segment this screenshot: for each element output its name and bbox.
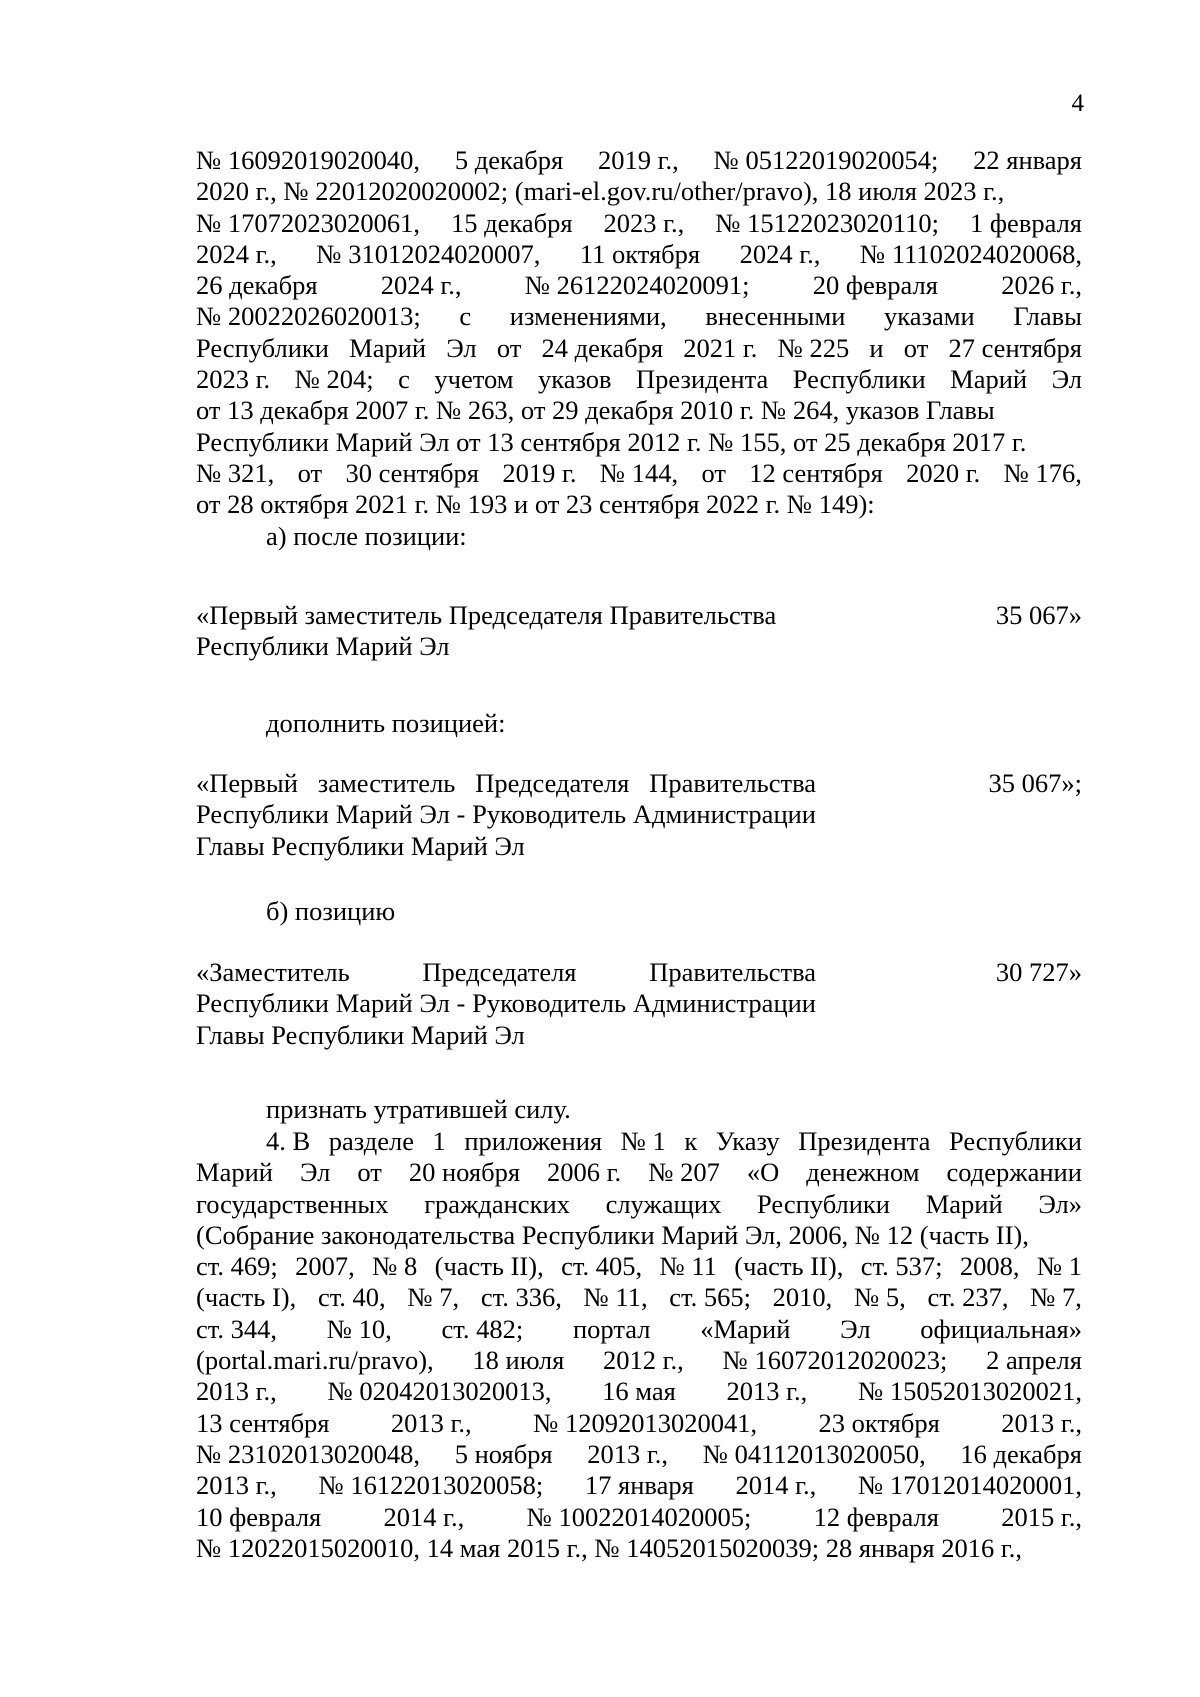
text-fragment: портал <box>573 1313 651 1344</box>
text-fragment: и <box>869 332 884 363</box>
text-fragment: внесенными <box>705 301 846 332</box>
text-fragment: «Марий <box>700 1313 791 1344</box>
text-fragment: № 8 <box>372 1251 418 1282</box>
text-fragment: № 207 <box>648 1157 720 1188</box>
text-fragment: от <box>297 457 323 488</box>
text-fragment: № 16122013020058; <box>318 1470 544 1501</box>
text-line <box>196 1439 1082 1470</box>
position-entry-2 <box>196 768 1082 862</box>
text-fragment: указов <box>537 364 612 395</box>
text-fragment: 2013 г., <box>196 1376 277 1407</box>
position-entry-1 <box>196 600 1082 663</box>
text-fragment: 2008, <box>959 1251 1020 1282</box>
text-fragment: 1 февраля <box>970 207 1082 238</box>
text-line <box>266 1126 1082 1157</box>
position-name: «Заместитель Председателя Правительства Республики Марий Эл - Руководитель Администрации Главы Республики Марий Эл <box>196 957 816 1050</box>
page-number: 4 <box>1071 90 1084 117</box>
text-fragment: с <box>398 364 410 395</box>
text-fragment: Главы <box>1013 301 1082 332</box>
text-fragment: 13 сентября <box>196 1407 330 1438</box>
position-entry-3 <box>196 957 1082 1051</box>
text-fragment: 2013 г., <box>587 1438 669 1469</box>
text-fragment: ст. 469; <box>196 1251 278 1282</box>
text-fragment: от 28 октября 2021 г. № 193 и от 23 сентября 2022 г. № 149): <box>196 489 875 520</box>
item-a <box>196 521 1082 552</box>
text-fragment: 5 декабря <box>454 145 564 175</box>
text-fragment: 2023 г., <box>603 207 685 238</box>
text-fragment: 2023 г. <box>196 364 271 395</box>
text-fragment: служащих <box>605 1188 722 1219</box>
text-line <box>196 364 1082 395</box>
item-b-intro: б) позицию <box>266 896 396 926</box>
text-fragment: Республики Марий Эл от 13 сентября 2012 г. № 155, от 25 декабря 2017 г. <box>196 426 1027 457</box>
text-fragment: № 20022026020013; <box>196 301 421 332</box>
text-fragment: денежном <box>806 1157 920 1188</box>
position-value: 35 067»; <box>988 768 1082 798</box>
text-fragment: Республики <box>792 364 926 395</box>
text-line <box>196 427 1082 458</box>
text-fragment: указами <box>884 301 975 332</box>
text-fragment: Республики <box>196 332 329 363</box>
text-line <box>196 1157 1082 1188</box>
text-fragment: № 26122024020091; <box>524 270 750 301</box>
text-fragment: 2010, <box>772 1282 833 1313</box>
text-fragment: гражданских <box>424 1188 570 1219</box>
text-fragment: Республики <box>948 1126 1082 1156</box>
text-fragment: Марий <box>925 1188 1003 1219</box>
text-fragment: № 04112013020050, <box>702 1438 926 1469</box>
text-fragment: Марий <box>196 1157 273 1188</box>
text-fragment: № 15052013020021, <box>857 1376 1082 1407</box>
text-fragment: официальная» <box>920 1313 1082 1344</box>
text-line <box>196 301 1082 332</box>
text-fragment: 30 сентября <box>345 457 479 488</box>
text-fragment: ст. 405, <box>561 1251 643 1282</box>
text-line <box>196 333 1082 364</box>
paragraph-continuation <box>196 145 1082 521</box>
text-fragment: 1 <box>432 1126 446 1156</box>
text-fragment: 2013 г., <box>1001 1407 1082 1438</box>
text-fragment: содержании <box>946 1157 1082 1188</box>
text-fragment: № 31012024020007, <box>316 238 541 269</box>
repeal-block <box>196 1094 1082 1125</box>
position-value: 35 067» <box>995 600 1082 630</box>
text-fragment: от <box>903 332 929 363</box>
text-fragment: 12 февраля <box>813 1501 939 1532</box>
text-line <box>196 1533 1082 1564</box>
text-line <box>196 1189 1082 1220</box>
text-fragment: 2024 г., <box>196 238 277 269</box>
text-fragment: 17 января <box>584 1470 694 1501</box>
text-fragment: Марий <box>349 332 427 363</box>
paragraph-4-first-line-wrap <box>196 1126 1082 1157</box>
text-fragment: 2020 г., № 22012020020002; (mari-el.gov.ru/other/pravo), 18 июля 2023 г., <box>196 176 1005 207</box>
text-fragment: от <box>496 332 522 363</box>
text-line <box>196 145 1082 176</box>
text-line <box>196 1376 1082 1407</box>
text-fragment: ст. 344, <box>196 1313 277 1344</box>
text-line <box>196 1470 1082 1501</box>
text-fragment: № 23102013020048, <box>196 1438 421 1469</box>
text-fragment: (часть II), <box>734 1251 844 1282</box>
text-fragment: с <box>459 301 472 332</box>
text-fragment: государственных <box>196 1188 389 1219</box>
text-fragment: приложения <box>464 1126 603 1156</box>
text-fragment: № 10022014020005; <box>526 1501 752 1532</box>
text-fragment: № 16092019020040, <box>196 145 421 175</box>
text-fragment: № 16072012020023; <box>722 1345 948 1376</box>
text-fragment: 4. В <box>266 1126 311 1156</box>
text-fragment: учетом <box>434 364 514 395</box>
text-line <box>196 1251 1082 1282</box>
text-fragment: 20 ноября <box>408 1157 521 1188</box>
text-line <box>196 208 1082 239</box>
text-fragment: № 05122019020054; <box>713 145 939 175</box>
text-line <box>196 239 1082 270</box>
text-fragment: Указу <box>715 1126 780 1156</box>
text-fragment: (часть I), <box>196 1282 297 1313</box>
text-fragment: № 12092013020041, <box>533 1407 758 1438</box>
text-fragment: ст. 336, <box>480 1282 562 1313</box>
text-fragment: 2019 г. <box>502 457 577 488</box>
text-fragment: № 204; <box>294 364 374 395</box>
text-fragment: 2007, <box>295 1251 355 1282</box>
text-line <box>196 176 1082 207</box>
text-fragment: № 144, <box>599 457 679 488</box>
text-fragment: 2014 г., <box>735 1470 817 1501</box>
text-fragment: ст. 237, <box>927 1282 1009 1313</box>
text-fragment: 2013 г., <box>390 1407 472 1438</box>
text-fragment: 2026 г., <box>1001 270 1082 301</box>
text-fragment: № 11102024020068, <box>859 238 1082 269</box>
text-fragment: 27 сентября <box>948 332 1082 363</box>
text-fragment: 2019 г., <box>597 145 679 175</box>
text-fragment: изменениями, <box>509 301 667 332</box>
text-fragment: № 5, <box>853 1282 906 1313</box>
text-line <box>196 1314 1082 1345</box>
text-fragment: Президента <box>636 364 769 395</box>
text-fragment: 16 декабря <box>960 1438 1082 1469</box>
text-fragment: от <box>701 457 726 488</box>
text-fragment: № 225 <box>777 332 850 363</box>
text-fragment: 5 ноября <box>454 1438 553 1469</box>
text-line <box>196 1408 1082 1439</box>
text-fragment: Марий <box>950 364 1028 395</box>
text-fragment: от <box>357 1157 382 1188</box>
item-a-intro: а) после позиции: <box>266 521 467 551</box>
position-name: «Первый заместитель Председателя Правительства Республики Марий Эл - Руководитель Администрации Главы Республики Марий Эл <box>196 768 816 861</box>
supplement-block <box>196 708 1082 739</box>
text-fragment: 2012 г., <box>603 1345 684 1376</box>
position-value: 30 727» <box>995 957 1082 987</box>
text-line <box>196 1282 1082 1313</box>
text-fragment: 20 февраля <box>812 270 938 301</box>
text-fragment: № 10, <box>326 1313 392 1344</box>
repeal-text: признать утратившей силу. <box>266 1094 571 1124</box>
text-fragment: (Собрание законодательства Республики Марий Эл, 2006, № 12 (часть II), <box>196 1219 1029 1250</box>
text-line <box>196 489 1082 520</box>
supplement-intro: дополнить позицией: <box>266 708 506 738</box>
text-fragment: Эл <box>446 332 477 363</box>
text-fragment: 2024 г., <box>739 238 821 269</box>
text-fragment: ст. 482; <box>441 1313 524 1344</box>
text-fragment: 2021 г. <box>683 332 758 363</box>
text-fragment: «О <box>746 1157 780 1188</box>
text-fragment: 2006 г. <box>547 1157 622 1188</box>
text-fragment: 24 декабря <box>541 332 664 363</box>
text-fragment: Республики <box>757 1188 890 1219</box>
text-fragment: Эл» <box>1038 1188 1082 1219</box>
text-fragment: 2014 г., <box>383 1501 465 1532</box>
text-fragment: Эл <box>299 1157 331 1188</box>
text-fragment: к <box>684 1126 698 1156</box>
text-fragment: № 321, <box>196 457 275 488</box>
text-line <box>196 270 1082 301</box>
text-fragment: ст. 537; <box>860 1251 943 1282</box>
text-fragment: 2015 г., <box>1001 1501 1082 1532</box>
text-fragment: 2013 г., <box>726 1376 808 1407</box>
text-fragment: Эл <box>840 1313 871 1344</box>
text-fragment: (часть II), <box>434 1251 544 1282</box>
text-fragment: от 13 декабря 2007 г. № 263, от 29 декабря 2010 г. № 264, указов Главы <box>196 395 995 426</box>
text-fragment: № 7, <box>407 1282 460 1313</box>
text-fragment: (portal.mari.ru/pravo), <box>196 1345 434 1376</box>
text-fragment: 2020 г. <box>906 457 981 488</box>
text-fragment: № 12022015020010, 14 мая 2015 г., № 14052015020039; 28 января 2016 г., <box>196 1532 1022 1563</box>
text-fragment: 2 апреля <box>986 1345 1082 1376</box>
text-fragment: № 11, <box>583 1282 648 1313</box>
text-line <box>196 1502 1082 1533</box>
text-fragment: № 17012014020001, <box>857 1470 1082 1501</box>
text-fragment: 11 октября <box>579 238 701 269</box>
text-fragment: 15 декабря <box>451 207 573 238</box>
text-fragment: № 02042013020013, <box>327 1376 552 1407</box>
text-fragment: № 7, <box>1030 1282 1082 1313</box>
text-fragment: 18 июля <box>472 1345 565 1376</box>
text-fragment: 16 мая <box>602 1376 676 1407</box>
text-fragment: Президента <box>798 1126 931 1156</box>
text-fragment: № 1 <box>1036 1251 1082 1282</box>
text-fragment: ст. 565; <box>669 1282 751 1313</box>
text-line <box>196 1345 1082 1376</box>
text-fragment: 22 января <box>973 145 1082 175</box>
text-fragment: № 176, <box>1003 457 1082 488</box>
text-fragment: № 1 <box>620 1126 666 1156</box>
text-fragment: 10 февраля <box>196 1501 322 1532</box>
text-fragment: 12 сентября <box>749 457 883 488</box>
text-fragment: № 17072023020061, <box>196 207 421 238</box>
text-line <box>196 395 1082 426</box>
text-line <box>196 1220 1082 1251</box>
text-fragment: разделе <box>328 1126 414 1156</box>
text-line <box>196 458 1082 489</box>
text-fragment: 2013 г., <box>196 1470 277 1501</box>
paragraph-4 <box>196 1126 1082 1564</box>
text-fragment: 2024 г., <box>380 270 462 301</box>
text-fragment: Эл <box>1051 364 1082 395</box>
text-fragment: 23 октября <box>818 1407 940 1438</box>
position-name: «Первый заместитель Председателя Правительства Республики Марий Эл <box>196 600 777 662</box>
text-fragment: 26 декабря <box>196 270 318 301</box>
text-fragment: ст. 40, <box>317 1282 386 1313</box>
text-fragment: № 11 <box>659 1251 717 1282</box>
item-b <box>196 896 1082 927</box>
text-fragment: № 15122023020110; <box>715 207 940 238</box>
